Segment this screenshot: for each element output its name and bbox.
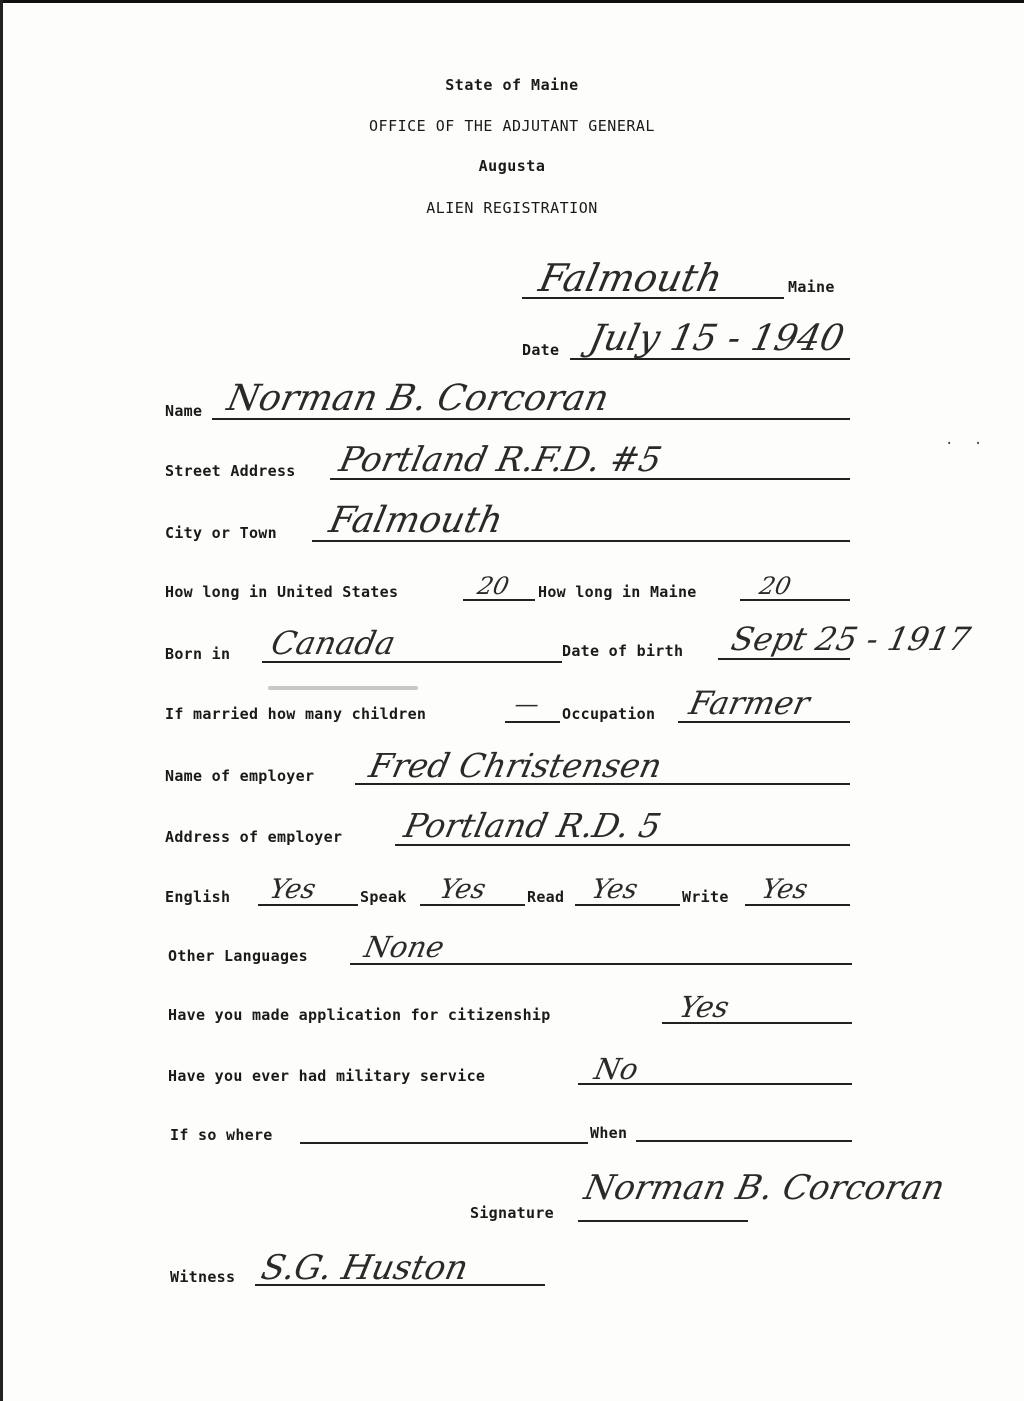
scan-border-top	[0, 0, 1024, 3]
employer-label: Name of employer	[165, 767, 315, 785]
read-label: Read	[527, 888, 565, 906]
how-long-maine-value: 20	[757, 572, 794, 600]
header-city: Augusta	[478, 157, 546, 175]
header-state: State of Maine	[445, 76, 579, 94]
name-label: Name	[165, 402, 203, 420]
date-of-birth-label: Date of birth	[562, 642, 684, 660]
signature-value: Norman B. Corcoran	[580, 1168, 949, 1208]
children-line	[505, 721, 560, 723]
other-languages-label: Other Languages	[168, 947, 308, 965]
street-value: Portland R.F.D. #5	[335, 440, 666, 480]
date-value: July 15 - 1940	[585, 318, 848, 359]
date-label: Date	[522, 341, 560, 359]
date-of-birth-value: Sept 25 - 1917	[727, 620, 974, 658]
read-value: Yes	[588, 874, 641, 905]
witness-value: S.G. Huston	[257, 1248, 472, 1288]
street-label: Street Address	[165, 462, 296, 480]
maine-label: Maine	[788, 278, 835, 296]
born-in-label: Born in	[165, 645, 231, 663]
write-label: Write	[682, 888, 729, 906]
witness-label: Witness	[170, 1268, 236, 1286]
employer-address-label: Address of employer	[165, 828, 343, 846]
occupation-label: Occupation	[562, 705, 656, 723]
if-so-where-label: If so where	[170, 1126, 273, 1144]
employer-value: Fred Christensen	[365, 746, 666, 785]
military-label: Have you ever had military service	[168, 1067, 486, 1085]
date-of-birth-line	[718, 658, 850, 660]
city-label: City or Town	[165, 524, 277, 542]
speak-value: Yes	[436, 874, 489, 905]
english-value: Yes	[266, 874, 319, 905]
when-line	[636, 1140, 852, 1142]
children-value: —	[512, 690, 542, 718]
how-long-maine-label: How long in Maine	[538, 583, 697, 601]
write-value: Yes	[758, 874, 811, 905]
ink-smudge	[268, 686, 418, 690]
signature-label: Signature	[470, 1204, 554, 1222]
english-label: English	[165, 888, 231, 906]
city-value: Falmouth	[325, 500, 507, 541]
signature-line	[578, 1220, 748, 1222]
children-label: If married how many children	[165, 705, 427, 723]
speak-label: Speak	[360, 888, 407, 906]
military-value: No	[591, 1052, 642, 1086]
citizenship-label: Have you made application for citizenship	[168, 1006, 551, 1024]
occupation-value: Farmer	[685, 684, 814, 722]
how-long-us-value: 20	[475, 572, 512, 600]
if-so-where-line	[300, 1142, 588, 1144]
other-languages-value: None	[361, 930, 448, 964]
how-long-us-label: How long in United States	[165, 583, 399, 601]
stray-marks: · ·	[945, 436, 989, 452]
born-in-value: Canada	[267, 624, 399, 662]
name-value: Norman B. Corcoran	[223, 378, 613, 419]
form-title: ALIEN REGISTRATION	[426, 199, 598, 217]
citizenship-value: Yes	[676, 990, 733, 1024]
header-office: OFFICE OF THE ADJUTANT GENERAL	[369, 117, 655, 135]
town-value: Falmouth	[535, 256, 727, 300]
when-label: When	[590, 1124, 628, 1142]
employer-address-value: Portland R.D. 5	[400, 806, 665, 845]
